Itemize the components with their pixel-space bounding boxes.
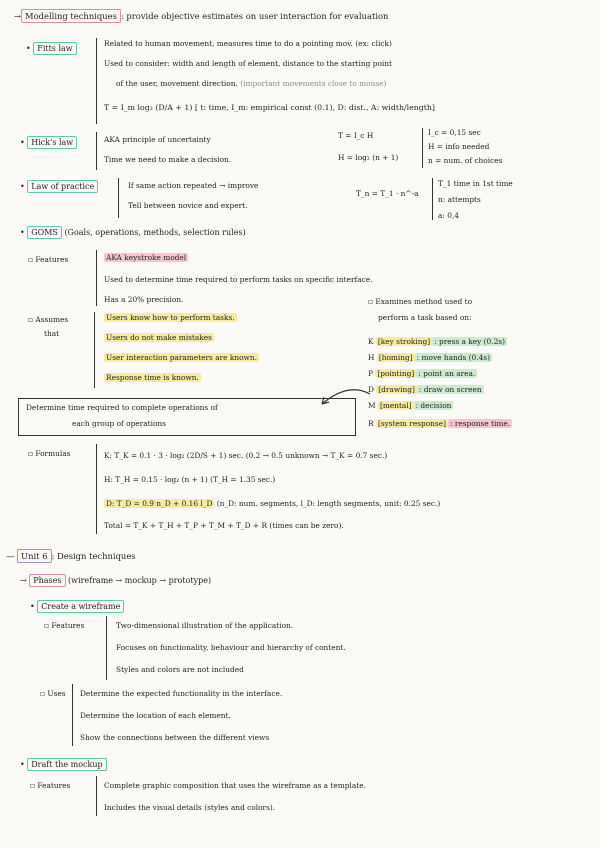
hick-formula-1: T = I_c H — [338, 131, 374, 140]
goms-op-h: H [homing] : move hands (0.4s) — [368, 353, 490, 362]
practice-def-2: n: attempts — [438, 195, 481, 204]
goms-a4: Response time is known. — [106, 373, 199, 382]
practice-line-1: If same action repeated → improve — [128, 181, 259, 190]
phases-header: → Phases (wireframe → mockup → prototype) — [20, 576, 212, 585]
fitts-formula: T = I_m log₂ (D/A + 1) [ t: time, I_m: empirical const (0.1), D: dist., A: width/length] — [104, 103, 435, 112]
goms-op-p: P [pointing] : point an area. — [368, 369, 476, 378]
uses-label: ▫ Uses — [40, 689, 66, 698]
goms-formula-k: K: T_K = 0.1 · 3 · log₂ (2D/S + 1) sec. (0.2 → 0.5 unknown → T_K = 0.7 sec.) — [104, 451, 388, 460]
use-3: Show the connections between the different views — [80, 733, 270, 742]
wireframe-header: • Create a wireframe — [30, 602, 124, 611]
goms-op-d: D [drawing] : draw on screen — [368, 385, 482, 394]
goms-examine-1: ▫ Examines method used to — [368, 297, 473, 306]
practice-def-3: a: 0,4 — [438, 211, 459, 220]
goms-assumes-bar — [94, 312, 95, 388]
fitts-bar — [96, 38, 97, 124]
fitts-label: • Fitts law — [26, 44, 77, 53]
goms-assumes-label-1: ▫ Assumes — [28, 315, 69, 324]
mockup-features-label: ▫ Features — [30, 781, 71, 790]
goms-formula-h: H: T_H = 0.15 · log₂ (n + 1) (T_H = 1.35 sec.) — [104, 475, 276, 484]
goms-formula-d: D: T_D = 0.9 n_D + 0.16 l_D (n_D: num. segments, l_D: length segments, unit: 0.25 sec.) — [106, 499, 441, 508]
curved-arrow-icon — [314, 384, 374, 408]
practice-bracket — [432, 178, 433, 220]
hick-def-1: I_c = 0,15 sec — [428, 128, 481, 137]
goms-op-m: M [mental] : decision — [368, 401, 452, 410]
practice-line-2: Tell between novice and expert. — [128, 201, 248, 210]
hick-line-1: AKA principle of uncertainty — [104, 135, 211, 144]
hick-bar — [96, 132, 97, 170]
goms-boxed-1: Determine time required to complete operations of — [26, 403, 218, 412]
goms-a3: User interaction parameters are known. — [106, 353, 257, 362]
modeling-header — [14, 12, 388, 22]
modeling-subtitle: : provide objective estimates on user interaction for evaluation — [120, 11, 389, 21]
practice-def-1: T_1 time in 1st time — [438, 179, 513, 188]
unit6-header: — Unit 6 : Design techniques — [6, 551, 136, 561]
wireframe-features-label: ▫ Features — [44, 621, 85, 630]
goms-a2: Users do not make mistakes — [106, 333, 212, 342]
goms-f3: Has a 20% precision. — [104, 295, 184, 304]
goms-boxed-2: each group of operations — [72, 419, 166, 428]
fitts-line-3: of the user, movement direction. (important movements close to mouse) — [116, 79, 387, 88]
wf-1: Two-dimensional illustration of the application. — [116, 621, 294, 630]
goms-features-label: ▫ Features — [28, 255, 69, 264]
goms-formulas-label: ▫ Formulas — [28, 449, 71, 458]
mockup-features-bar — [96, 776, 97, 816]
hick-line-2: Time we need to make a decision. — [104, 155, 232, 164]
wf-3: Styles and colors are not included — [116, 665, 244, 674]
practice-label: • Law of practice — [20, 182, 98, 191]
arrow-icon: → — [14, 11, 22, 21]
fitts-line-2: Used to consider: width and length of element, distance to the starting point — [104, 59, 392, 68]
goms-a1: Users know how to perform tasks. — [106, 313, 235, 322]
wf-2: Focuses on functionality, behaviour and hierarchy of content. — [116, 643, 346, 652]
hick-def-2: H = info needed — [428, 142, 490, 151]
practice-bar — [118, 178, 119, 218]
use-2: Determine the location of each element. — [80, 711, 231, 720]
goms-f1: AKA keystroke model — [106, 253, 187, 262]
goms-assumes-label-2: that — [44, 329, 60, 338]
goms-op-r: R [system response] : response time. — [368, 419, 511, 428]
goms-features-bar — [96, 250, 97, 306]
hick-formula-2: H = log₂ (n + 1) — [338, 153, 399, 162]
mk-2: Includes the visual details (styles and colors). — [104, 803, 276, 812]
modeling-title: Modelling techniques — [21, 9, 121, 23]
mockup-header: • Draft the mockup — [20, 760, 107, 769]
goms-formula-total: Total = T_K + T_H + T_P + T_M + T_D + R (times can be zero). — [104, 521, 344, 530]
mk-1: Complete graphic composition that uses the wireframe as a template. — [104, 781, 366, 790]
goms-f2: Used to determine time required to perform tasks on specific interface. — [104, 275, 373, 284]
practice-formula: T_n = T_1 · n^-a — [356, 189, 419, 198]
hick-label: • Hick's law — [20, 138, 77, 147]
goms-label: • GOMS (Goals, operations, methods, selection rules) — [20, 228, 246, 237]
goms-examine-2: perform a task based on: — [378, 313, 472, 322]
goms-formulas-bar — [96, 444, 97, 534]
hick-def-3: n = num. of choices — [428, 156, 503, 165]
wireframe-features-bar — [106, 616, 107, 680]
use-1: Determine the expected functionality in the interface. — [80, 689, 283, 698]
hick-bracket — [422, 128, 423, 168]
goms-op-k: K [key stroking] : press a key (0.2s) — [368, 337, 505, 346]
uses-bar — [72, 684, 73, 746]
fitts-line-1: Related to human movement, measures time to do a pointing mov. (ex: click) — [104, 39, 392, 48]
